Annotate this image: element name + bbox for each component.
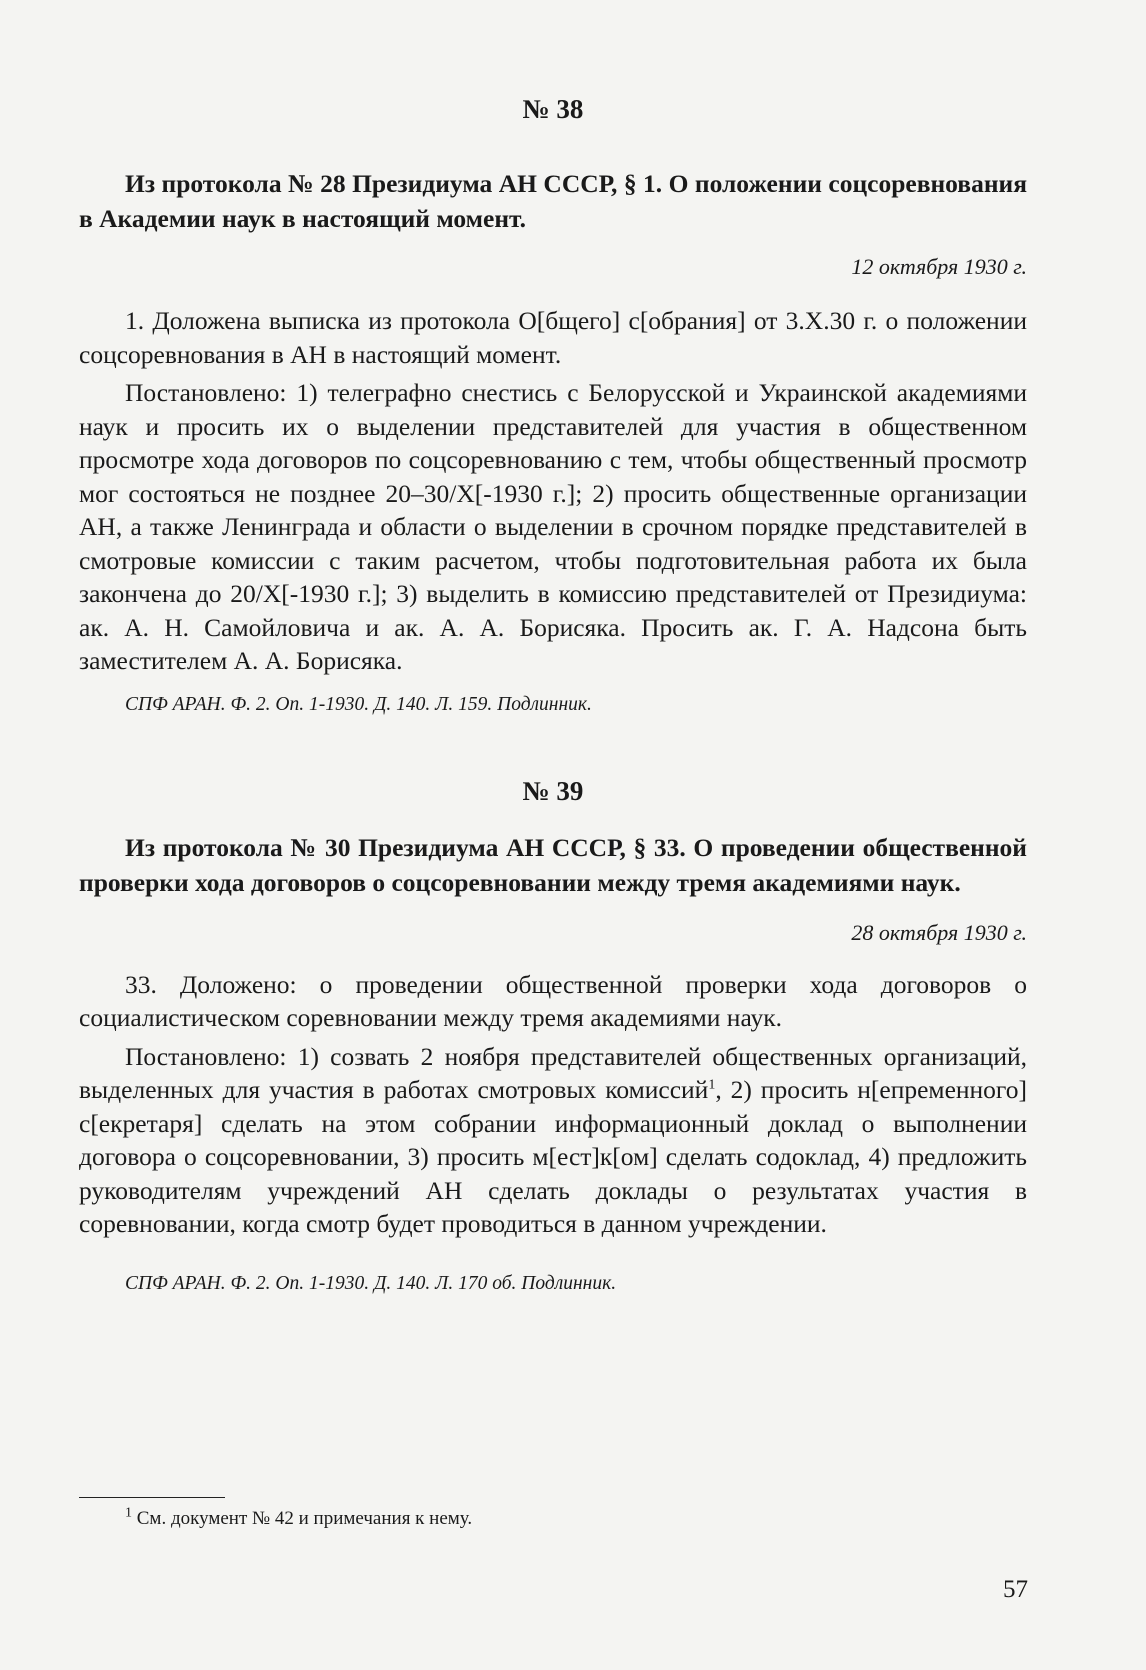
page-number: 57	[1003, 1576, 1028, 1603]
document-title: Из протокола № 28 Президиума АН СССР, § 1. О положении соцсоревнования в Академии наук в настоящий момент.	[79, 169, 1027, 233]
paragraph-text: , 2) просить н[епременного] с[екретаря] сделать на этом собрании информационный доклад о выполнении договора о соцсоревновании, 3) просить м[ест]к[ом] сделать содоклад, 4) предложить руководителям учреждений АН сделать доклады о результатах участия в соревновании, когда смотр будет проводиться в данном учреждении.	[79, 1075, 1027, 1238]
document-38	[79, 92, 1027, 718]
document-paragraph: 1. Доложена выписка из протокола О[бщего] с[обрания] от 3.X.30 г. о положении соцсоревнования в АН в настоящий момент.	[79, 306, 1027, 369]
document-paragraph	[79, 1040, 1027, 1241]
document-date: 12 октября 1930 г.	[851, 254, 1027, 279]
footnote	[125, 1506, 472, 1532]
document-title: Из протокола № 30 Президиума АН СССР, § 33. О проведении общественной проверки хода договоров о соцсоревновании между тремя академиями наук.	[79, 832, 1027, 897]
document-date: 28 октября 1930 г.	[851, 919, 1027, 945]
archive-source: СПФ АРАН. Ф. 2. Оп. 1-1930. Д. 140. Л. 159. Подлинник.	[125, 693, 592, 715]
paragraph-text: Постановлено: 1) созвать 2 ноября представителей общественных организаций, выделенных для участия в работах смотровых комиссий	[79, 1041, 1027, 1104]
footnote-divider	[79, 1497, 225, 1498]
footnote-text: См. документ № 42 и примечания к нему.	[132, 1508, 473, 1529]
document-number: № 38	[522, 94, 584, 124]
document-number: № 39	[522, 775, 584, 806]
archive-source: СПФ АРАН. Ф. 2. Оп. 1-1930. Д. 140. Л. 170 об. Подлинник.	[125, 1272, 617, 1294]
document-39	[79, 774, 1027, 1297]
document-paragraph: 33. Доложено: о проведении общественной проверки хода договоров о социалистическом соревновании между тремя академиями наук.	[79, 969, 1027, 1032]
footnote-marker: 1	[125, 1505, 132, 1521]
footnote-reference: 1	[708, 1077, 716, 1093]
document-paragraph: Постановлено: 1) телеграфно снестись с Белорусской и Украинской академиями наук и просить их о выделении представителей для участия в общественном просмотре хода договоров по соцсоревнованию с тем, чтобы общественный просмотр мог состояться не позднее 20–30/X[-1930 г.]; 2) просить общественные организации АН, а также Ленинграда и области о выделении в срочном порядке представителей в смотровые комиссии с таким расчетом, чтобы подготовительная работа их была закончена до 20/X[-1930 г.]; 3) выделить в комиссию представителей от Президиума: ак. А. Н. Самойловича и ак. А. А. Борисяка. Просить ак. Г. А. Надсона быть заместителем А. А. Борисяка.	[79, 378, 1027, 675]
page-content	[79, 92, 1027, 1297]
